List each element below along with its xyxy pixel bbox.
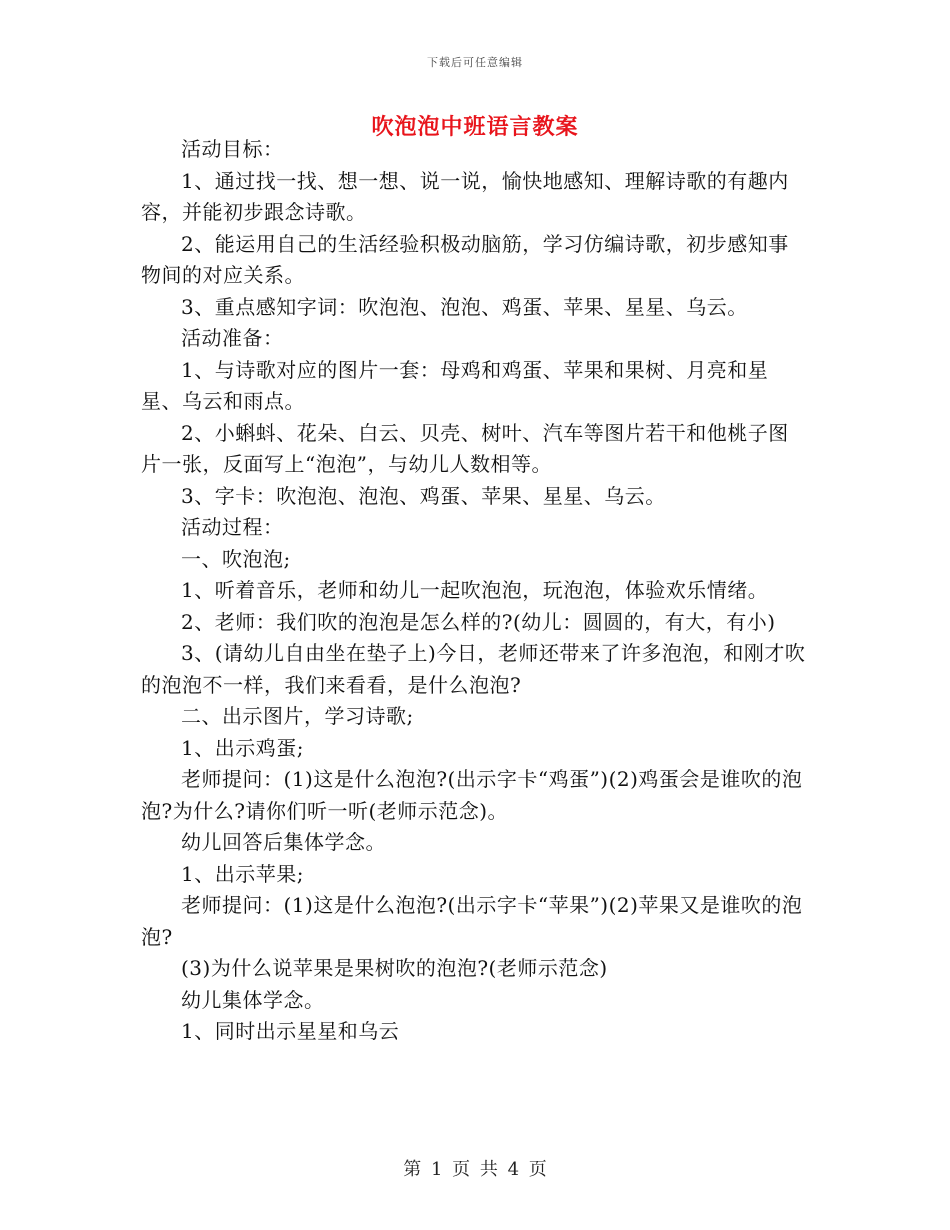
paragraph: 3、重点感知字词：吹泡泡、泡泡、鸡蛋、苹果、星星、乌云。 — [181, 294, 748, 319]
paragraph: 2、老师：我们吹的泡泡是怎么样的?(幼儿：圆圆的，有大，有小) — [181, 609, 776, 634]
paragraph: 二、出示图片，学习诗歌; — [181, 704, 414, 728]
paragraph: 老师提问：(1)这是什么泡泡?(出示字卡“苹果”)(2)苹果又是谁吹的泡泡? — [141, 893, 803, 949]
paragraph: (3)为什么说苹果是果树吹的泡泡?(老师示范念) — [181, 956, 608, 980]
document-body — [141, 134, 809, 1048]
page-footer: 第 1 页 共 4 页 — [403, 1159, 547, 1180]
paragraph: 一、吹泡泡; — [181, 546, 291, 571]
paragraph: 1、与诗歌对应的图片一套：母鸡和鸡蛋、苹果和果树、月亮和星星、乌云和雨点。 — [141, 357, 769, 413]
paragraph: 1、出示苹果; — [181, 861, 304, 886]
paragraph: 老师提问：(1)这是什么泡泡?(出示字卡“鸡蛋”)(2)鸡蛋会是谁吹的泡泡?为什么?请你们听一听(老师示范念)。 — [141, 767, 803, 823]
paragraph: 2、小蝌蚪、花朵、白云、贝壳、树叶、汽车等图片若干和他桃子图片一张，反面写上“泡泡”，与幼儿人数相等。 — [141, 420, 789, 476]
paragraph: 1、出示鸡蛋; — [181, 735, 304, 760]
paragraph: 3、(请幼儿自由坐在垫子上)今日，老师还带来了许多泡泡，和刚才吹的泡泡不一样，我们来看看，是什么泡泡? — [141, 641, 806, 697]
paragraph: 1、听着音乐，老师和幼儿一起吹泡泡，玩泡泡，体验欢乐情绪。 — [181, 578, 769, 602]
paragraph: 幼儿回答后集体学念。 — [181, 830, 386, 854]
paragraph: 活动过程： — [181, 515, 284, 539]
paragraph: 活动准备： — [181, 326, 284, 350]
paragraph: 1、通过找一找、想一想、说一说，愉快地感知、理解诗歌的有趣内容，并能初步跟念诗歌。 — [141, 168, 789, 224]
paragraph: 幼儿集体学念。 — [181, 987, 325, 1012]
paragraph: 3、字卡：吹泡泡、泡泡、鸡蛋、苹果、星星、乌云。 — [181, 483, 666, 508]
paragraph: 1、同时出示星星和乌云 — [181, 1019, 400, 1043]
paragraph: 活动目标： — [181, 137, 284, 161]
header-note: 下载后可任意编辑 — [427, 56, 523, 69]
paragraph: 2、能运用自己的生活经验积极动脑筋，学习仿编诗歌，初步感知事物间的对应关系。 — [141, 231, 789, 287]
document-title: 吹泡泡中班语言教案 — [371, 114, 579, 140]
